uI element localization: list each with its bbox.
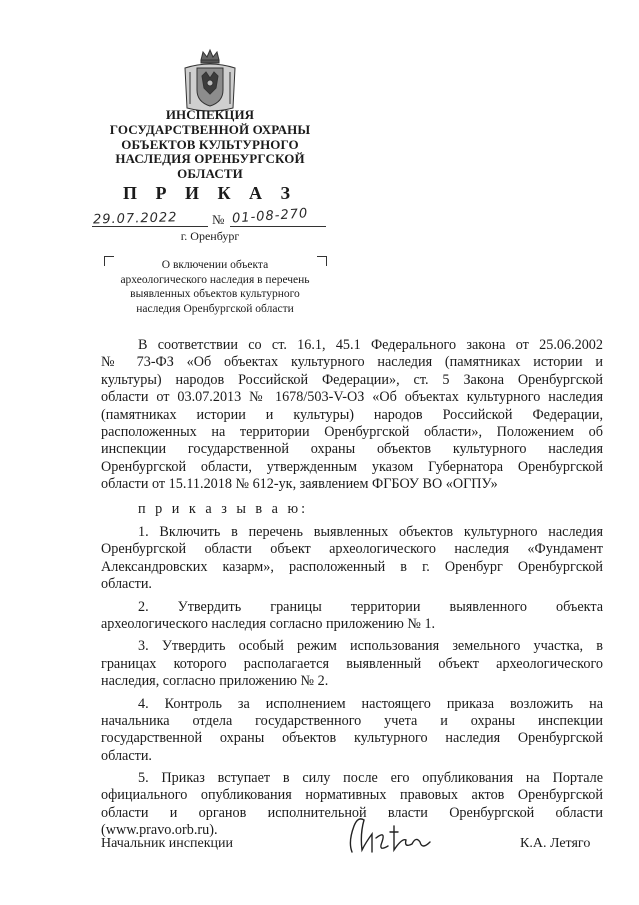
text-line: культуры) народов Российской Федерации», ст. 5 Закона Оренбургской <box>101 371 603 388</box>
order-item-4 <box>101 696 603 766</box>
city: г. Оренбург <box>180 229 240 243</box>
coat-of-arms-icon <box>181 48 239 114</box>
text-line: 1. Включить в перечень выявленных объектов культурного наследия <box>138 524 603 540</box>
text-line: области от 03.07.2013 № 1678/503-V-ОЗ «Об объектах культурного наследия <box>101 389 603 406</box>
text-line: официального опубликования нормативных правовых актов Оренбургской <box>101 787 603 804</box>
text-line: 2. Утвердить границы территории выявленного объекта <box>138 598 603 615</box>
text-line: 3. Утвердить особый режим использования земельного участка, в <box>138 638 603 655</box>
number-sign: № <box>212 212 225 227</box>
text-line: (www.pravo.orb.ru). <box>101 822 218 839</box>
date-underline <box>92 226 208 227</box>
text-line: государственной охраны объектов культурного наследия Оренбургской <box>101 730 603 747</box>
subject-line: О включении объекта <box>161 259 269 271</box>
number-underline <box>230 226 326 227</box>
authority-line: ИНСПЕКЦИЯ <box>165 107 255 122</box>
text-line: 4. Контроль за исполнением настоящего приказа возложить на <box>138 695 603 712</box>
order-items <box>101 524 603 840</box>
text-line: археологического наследия согласно приложению № 1. <box>101 615 436 632</box>
text-line: области и органов исполнительной власти Оренбургской области <box>101 804 603 821</box>
text-line: расположенных на территории Оренбургской области», Положением об <box>101 423 603 440</box>
order-item-3 <box>101 638 603 690</box>
decree-word: п р и к а з ы в а ю: <box>138 501 309 517</box>
text-line: Оренбургской области, утвержденным указом Губернатора Оренбургской <box>101 458 603 475</box>
handwritten-date: 29.07.2022 <box>92 210 178 228</box>
subject-line: археологического наследия в перечень <box>120 273 310 286</box>
signatory-role: Начальник инспекции <box>101 836 233 851</box>
subject-heading <box>100 258 330 316</box>
text-line: наследия, согласно приложению № 2. <box>101 673 329 690</box>
handwritten-number: 01-08-270 <box>231 206 309 227</box>
text-line: (памятниках истории и культуры) народов Российской Федерации, <box>101 406 603 423</box>
text-line: Александровских казарм», расположенный в г. Оренбург Оренбургской <box>101 558 603 575</box>
authority-line: ОБЪЕКТОВ КУЛЬТУРНОГО <box>121 136 299 152</box>
preamble-paragraph <box>101 337 603 494</box>
document-type-title: П Р И К А З <box>122 183 298 203</box>
signatory-name: К.А. Летяго <box>520 836 591 851</box>
text-line: Оренбургской области объект археологического наследия «Фундамент <box>101 541 603 558</box>
order-item-2 <box>101 599 603 634</box>
text-line: области. <box>101 576 152 593</box>
text-line: области от 15.11.2018 № 612-ук, заявлением ФГБОУ ВО «ОГПУ» <box>101 476 498 493</box>
text-line: инспекции государственной охраны объектов культурного наследия <box>101 441 603 458</box>
authority-line: ГОСУДАРСТВЕННОЙ ОХРАНЫ <box>109 121 311 137</box>
text-line: границах которого располагается выявленный объект археологического <box>101 655 603 672</box>
text-line: начальника отдела государственного учета и охраны инспекции <box>101 712 603 729</box>
subject-line: выявленных объектов культурного <box>130 288 300 300</box>
text-line: 5. Приказ вступает в силу после его опубликования на Портале <box>138 770 603 787</box>
text-line: области. <box>101 747 152 764</box>
issuing-authority <box>95 108 325 182</box>
authority-line: НАСЛЕДИЯ ОРЕНБУРГСКОЙ <box>115 151 305 167</box>
subject-line: наследия Оренбургской области <box>136 302 294 315</box>
handwritten-signature <box>342 812 442 858</box>
authority-line: ОБЛАСТИ <box>177 166 243 182</box>
text-line: В соответствии со ст. 16.1, 45.1 Федерального закона от 25.06.2002 <box>138 337 603 353</box>
text-line: № 73-ФЗ «Об объектах культурного наследия (памятниках истории и <box>101 354 603 371</box>
order-item-1 <box>101 524 603 594</box>
